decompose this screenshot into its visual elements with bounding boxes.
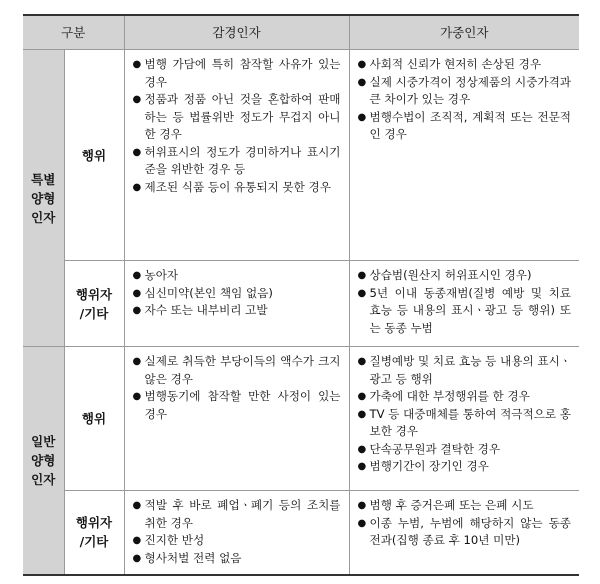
list-item: ● 범행 후 증거은폐 또는 은폐 시도 bbox=[358, 497, 572, 515]
mitigating-cell bbox=[124, 347, 349, 491]
list-item: ● 범행수법이 조직적, 계획적 또는 전문적인 경우 bbox=[357, 109, 571, 141]
list-item: ● TV 등 대중매체를 통하여 적극적으로 홍보한 경우 bbox=[357, 406, 571, 438]
aggravating-cell bbox=[349, 347, 579, 491]
bullet-icon: ● bbox=[132, 94, 142, 105]
list-item: ● 범행 가담에 특히 참작할 사유가 있는 경우 bbox=[132, 57, 341, 89]
sentencing-factors-table bbox=[23, 14, 579, 576]
header-category: 구분 bbox=[23, 15, 124, 50]
aggravating-cell bbox=[349, 50, 579, 261]
table-row bbox=[23, 491, 579, 575]
table-row bbox=[23, 347, 579, 491]
bullet-icon: ● bbox=[132, 391, 142, 402]
list-item: ● 정품과 정품 아닌 것을 혼합하여 판매하는 등 법률위반 정도가 무겁지 아니한 경우 bbox=[132, 92, 341, 141]
aggravating-list bbox=[358, 497, 572, 550]
aggravating-cell bbox=[349, 491, 579, 575]
bullet-icon: ● bbox=[357, 270, 367, 281]
list-item: ● 이종 누범, 누범에 해당하지 않는 동종 전과(집행 종료 후 10년 미만) bbox=[357, 515, 571, 547]
bullet-icon: ● bbox=[357, 287, 367, 299]
list-item: ● 적발 후 바로 폐업ㆍ폐기 등의 조치를 취한 경우 bbox=[132, 498, 341, 530]
bullet-icon: ● bbox=[357, 408, 367, 420]
list-item: ● 실제로 취득한 부당이득의 액수가 크지 않은 경우 bbox=[132, 354, 341, 386]
list-item: ● 제조된 식품 등이 유통되지 못한 경우 bbox=[133, 179, 341, 197]
bullet-icon: ● bbox=[357, 443, 367, 455]
list-item: ● 심신미약(본인 책임 없음) bbox=[133, 285, 341, 303]
mitigating-list bbox=[133, 353, 341, 423]
table-row bbox=[23, 261, 579, 347]
bullet-icon: ● bbox=[132, 287, 142, 299]
factor-category: 특별 양형 인자 bbox=[23, 50, 64, 347]
list-item: ● 범행기간이 장기인 경우 bbox=[358, 458, 572, 476]
mitigating-cell bbox=[124, 261, 349, 347]
list-item: ● 범행동기에 참작할 만한 사정이 있는 경우 bbox=[132, 389, 341, 421]
bullet-icon: ● bbox=[357, 356, 367, 367]
factor-subcategory: 행위 bbox=[64, 50, 124, 261]
factor-category: 일반 양형 인자 bbox=[23, 347, 64, 575]
bullet-icon: ● bbox=[357, 500, 367, 511]
list-item: ● 상습범(원산지 허위표시인 경우) bbox=[358, 267, 572, 285]
list-item: ● 허위표시의 정도가 경미하거나 표시기준을 위반한 경우 등 bbox=[132, 144, 341, 176]
mitigating-list bbox=[133, 497, 341, 567]
list-item: ● 실제 시중가격이 정상제품의 시중가격과 큰 차이가 있는 경우 bbox=[357, 74, 571, 106]
list-item: ● 5년 이내 동종재범(질병 예방 및 치료 효능 등 내용의 표시ㆍ광고 등 행위) 또는 동종 누범 bbox=[357, 285, 571, 335]
table-row bbox=[23, 50, 579, 261]
list-item: ● 가축에 대한 부정행위를 한 경우 bbox=[358, 388, 572, 406]
bullet-icon: ● bbox=[357, 391, 367, 402]
bullet-icon: ● bbox=[132, 356, 142, 367]
list-item: ● 사회적 신뢰가 현저히 손상된 경우 bbox=[358, 56, 572, 74]
bullet-icon: ● bbox=[132, 270, 142, 281]
bullet-icon: ● bbox=[357, 517, 367, 529]
bullet-icon: ● bbox=[132, 535, 142, 546]
aggravating-list bbox=[358, 353, 572, 476]
list-item: ● 형사처벌 전력 없음 bbox=[133, 550, 341, 568]
mitigating-list bbox=[133, 56, 341, 196]
list-item: ● 진지한 반성 bbox=[133, 532, 341, 550]
factor-subcategory: 행위자 /기타 bbox=[64, 261, 124, 347]
list-item: ● 농아자 bbox=[133, 267, 341, 285]
bullet-icon: ● bbox=[132, 500, 142, 511]
factor-subcategory: 행위자 /기타 bbox=[64, 491, 124, 575]
aggravating-cell bbox=[349, 261, 579, 347]
mitigating-list bbox=[133, 267, 341, 320]
list-item: ● 자수 또는 내부비리 고발 bbox=[133, 302, 341, 320]
header-mitigating: 감경인자 bbox=[124, 15, 349, 50]
bullet-icon: ● bbox=[357, 59, 367, 70]
factor-subcategory: 행위 bbox=[64, 347, 124, 491]
bullet-icon: ● bbox=[357, 111, 367, 123]
header-row bbox=[23, 15, 579, 50]
bullet-icon: ● bbox=[132, 146, 142, 158]
aggravating-list bbox=[358, 267, 572, 337]
bullet-icon: ● bbox=[132, 59, 142, 70]
aggravating-list bbox=[358, 56, 572, 144]
list-item: ● 질병예방 및 치료 효능 등 내용의 표시ㆍ광고 등 행위 bbox=[357, 354, 571, 386]
mitigating-cell bbox=[124, 50, 349, 261]
bullet-icon: ● bbox=[357, 461, 367, 472]
bullet-icon: ● bbox=[132, 181, 142, 193]
bullet-icon: ● bbox=[132, 552, 142, 564]
bullet-icon: ● bbox=[132, 305, 142, 316]
list-item: ● 단속공무원과 결탁한 경우 bbox=[358, 441, 572, 459]
mitigating-cell bbox=[124, 491, 349, 575]
bullet-icon: ● bbox=[357, 76, 367, 88]
header-aggravating: 가중인자 bbox=[349, 15, 579, 50]
